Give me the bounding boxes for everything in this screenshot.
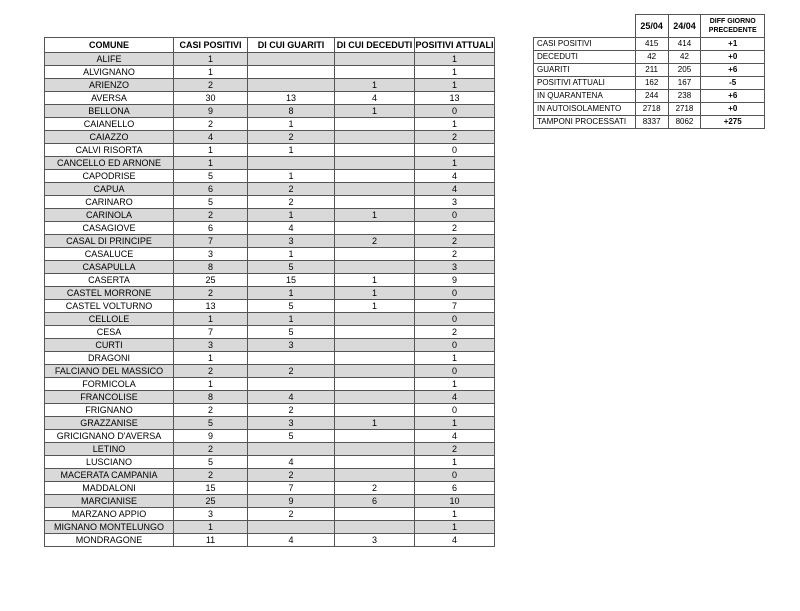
table-row — [45, 261, 495, 274]
cell-casi-positivi: 5 — [174, 456, 248, 469]
cell-comune: CASAPULLA — [45, 261, 174, 274]
cell-comune: CASAL DI PRINCIPE — [45, 235, 174, 248]
cell-guariti: 3 — [248, 339, 335, 352]
table-row — [45, 79, 495, 92]
cell-casi-positivi: 1 — [174, 157, 248, 170]
cell-casi-positivi: 2 — [174, 404, 248, 417]
cell-positivi-attuali: 2 — [415, 222, 495, 235]
cell-deceduti — [335, 391, 415, 404]
cell-guariti: 3 — [248, 235, 335, 248]
cell-casi-positivi: 1 — [174, 53, 248, 66]
summary-today: 244 — [635, 90, 668, 103]
table-row — [45, 482, 495, 495]
cell-casi-positivi: 2 — [174, 365, 248, 378]
cell-guariti: 4 — [248, 534, 335, 547]
summary-yesterday: 414 — [668, 38, 701, 51]
cell-comune: CAPUA — [45, 183, 174, 196]
cell-casi-positivi: 2 — [174, 79, 248, 92]
summary-table — [533, 14, 765, 129]
table-row — [45, 53, 495, 66]
cell-deceduti — [335, 469, 415, 482]
cell-positivi-attuali: 4 — [415, 183, 495, 196]
summary-row — [534, 51, 765, 64]
cell-deceduti — [335, 352, 415, 365]
cell-comune: GRAZZANISE — [45, 417, 174, 430]
cell-deceduti — [335, 365, 415, 378]
cell-guariti — [248, 66, 335, 79]
summary-label: GUARITI — [534, 64, 636, 77]
summary-label: DECEDUTI — [534, 51, 636, 64]
cell-positivi-attuali: 4 — [415, 391, 495, 404]
table-row — [45, 352, 495, 365]
cell-positivi-attuali: 13 — [415, 92, 495, 105]
summary-diff: +0 — [701, 51, 765, 64]
cell-comune: ARIENZO — [45, 79, 174, 92]
cell-comune: MADDALONI — [45, 482, 174, 495]
cell-comune: CASTEL VOLTURNO — [45, 300, 174, 313]
cell-deceduti — [335, 508, 415, 521]
table-row — [45, 235, 495, 248]
cell-deceduti — [335, 222, 415, 235]
cell-casi-positivi: 11 — [174, 534, 248, 547]
cell-positivi-attuali: 1 — [415, 378, 495, 391]
table-row — [45, 66, 495, 79]
cell-positivi-attuali: 9 — [415, 274, 495, 287]
table-row — [45, 430, 495, 443]
cell-deceduti: 1 — [335, 417, 415, 430]
cell-casi-positivi: 8 — [174, 391, 248, 404]
table-row — [45, 313, 495, 326]
cell-deceduti — [335, 66, 415, 79]
table-row — [45, 339, 495, 352]
cell-casi-positivi: 25 — [174, 495, 248, 508]
cell-casi-positivi: 8 — [174, 261, 248, 274]
cell-comune: CAIAZZO — [45, 131, 174, 144]
cell-guariti: 4 — [248, 391, 335, 404]
cell-positivi-attuali: 1 — [415, 352, 495, 365]
cell-deceduti — [335, 326, 415, 339]
cell-deceduti: 1 — [335, 274, 415, 287]
cell-guariti: 2 — [248, 508, 335, 521]
cell-positivi-attuali: 0 — [415, 313, 495, 326]
cell-deceduti — [335, 131, 415, 144]
summary-diff: +275 — [701, 116, 765, 129]
cell-deceduti — [335, 443, 415, 456]
cell-guariti: 2 — [248, 183, 335, 196]
cell-positivi-attuali: 0 — [415, 365, 495, 378]
table-row — [45, 495, 495, 508]
cell-positivi-attuali: 4 — [415, 430, 495, 443]
cell-casi-positivi: 3 — [174, 339, 248, 352]
cell-casi-positivi: 4 — [174, 131, 248, 144]
cell-guariti — [248, 352, 335, 365]
cell-comune: LETINO — [45, 443, 174, 456]
cell-comune: MARZANO APPIO — [45, 508, 174, 521]
cell-deceduti: 6 — [335, 495, 415, 508]
cell-comune: LUSCIANO — [45, 456, 174, 469]
cell-comune: CELLOLE — [45, 313, 174, 326]
cell-positivi-attuali: 1 — [415, 66, 495, 79]
summary-yesterday: 2718 — [668, 103, 701, 116]
table-row — [45, 105, 495, 118]
cell-deceduti: 1 — [335, 105, 415, 118]
table-row — [45, 183, 495, 196]
summary-yesterday: 167 — [668, 77, 701, 90]
cell-comune: CURTI — [45, 339, 174, 352]
summary-row — [534, 77, 765, 90]
cell-comune: DRAGONI — [45, 352, 174, 365]
table-row — [45, 391, 495, 404]
cell-deceduti — [335, 183, 415, 196]
cell-positivi-attuali: 4 — [415, 534, 495, 547]
cell-casi-positivi: 1 — [174, 144, 248, 157]
summary-today: 415 — [635, 38, 668, 51]
table-row — [45, 417, 495, 430]
summary-yesterday: 238 — [668, 90, 701, 103]
cell-deceduti: 3 — [335, 534, 415, 547]
cell-casi-positivi: 7 — [174, 326, 248, 339]
cell-deceduti — [335, 378, 415, 391]
cell-guariti — [248, 79, 335, 92]
cell-guariti: 5 — [248, 261, 335, 274]
comuni-table-body — [45, 53, 495, 547]
cell-comune: CAPODRISE — [45, 170, 174, 183]
summary-label: TAMPONI PROCESSATI — [534, 116, 636, 129]
cell-deceduti — [335, 248, 415, 261]
table-row — [45, 131, 495, 144]
cell-guariti: 5 — [248, 300, 335, 313]
cell-guariti: 7 — [248, 482, 335, 495]
cell-casi-positivi: 7 — [174, 235, 248, 248]
summary-row — [534, 103, 765, 116]
cell-positivi-attuali: 6 — [415, 482, 495, 495]
cell-positivi-attuali: 0 — [415, 209, 495, 222]
cell-comune: ALVIGNANO — [45, 66, 174, 79]
table-row — [45, 404, 495, 417]
table-row — [45, 300, 495, 313]
summary-row — [534, 38, 765, 51]
cell-casi-positivi: 2 — [174, 287, 248, 300]
cell-positivi-attuali: 1 — [415, 456, 495, 469]
cell-comune: CASTEL MORRONE — [45, 287, 174, 300]
cell-comune: CANCELLO ED ARNONE — [45, 157, 174, 170]
cell-guariti: 1 — [248, 144, 335, 157]
cell-casi-positivi: 25 — [174, 274, 248, 287]
header-di-cui-deceduti: DI CUI DECEDUTI — [335, 38, 415, 53]
summary-table-body — [534, 38, 765, 129]
cell-casi-positivi: 2 — [174, 118, 248, 131]
cell-comune: CAIANELLO — [45, 118, 174, 131]
cell-deceduti: 4 — [335, 92, 415, 105]
table-row — [45, 534, 495, 547]
summary-header-blank — [534, 15, 636, 38]
cell-casi-positivi: 2 — [174, 209, 248, 222]
table-row — [45, 443, 495, 456]
summary-yesterday: 8062 — [668, 116, 701, 129]
cell-guariti — [248, 521, 335, 534]
cell-positivi-attuali: 10 — [415, 495, 495, 508]
cell-comune: CASALUCE — [45, 248, 174, 261]
summary-label: IN QUARANTENA — [534, 90, 636, 103]
table-row — [45, 209, 495, 222]
cell-casi-positivi: 1 — [174, 66, 248, 79]
cell-casi-positivi: 15 — [174, 482, 248, 495]
cell-positivi-attuali: 3 — [415, 196, 495, 209]
summary-label: IN AUTOISOLAMENTO — [534, 103, 636, 116]
cell-comune: CESA — [45, 326, 174, 339]
cell-casi-positivi: 5 — [174, 196, 248, 209]
cell-comune: FRIGNANO — [45, 404, 174, 417]
table-row — [45, 508, 495, 521]
cell-comune: AVERSA — [45, 92, 174, 105]
table-row — [45, 456, 495, 469]
table-row — [45, 469, 495, 482]
cell-positivi-attuali: 1 — [415, 79, 495, 92]
summary-row — [534, 64, 765, 77]
cell-guariti — [248, 378, 335, 391]
table-row — [45, 365, 495, 378]
cell-comune: MIGNANO MONTELUNGO — [45, 521, 174, 534]
cell-deceduti: 2 — [335, 482, 415, 495]
cell-casi-positivi: 9 — [174, 430, 248, 443]
summary-diff: +6 — [701, 90, 765, 103]
cell-guariti: 2 — [248, 365, 335, 378]
table-row — [45, 378, 495, 391]
cell-deceduti: 1 — [335, 287, 415, 300]
summary-today: 162 — [635, 77, 668, 90]
table-row — [45, 92, 495, 105]
cell-guariti: 9 — [248, 495, 335, 508]
summary-header-yesterday: 24/04 — [668, 15, 701, 38]
header-positivi-attuali: POSITIVI ATTUALI — [415, 38, 495, 53]
cell-positivi-attuali: 0 — [415, 144, 495, 157]
cell-positivi-attuali: 2 — [415, 326, 495, 339]
cell-casi-positivi: 5 — [174, 170, 248, 183]
cell-guariti — [248, 53, 335, 66]
table-row — [45, 196, 495, 209]
cell-guariti — [248, 443, 335, 456]
cell-deceduti — [335, 170, 415, 183]
cell-deceduti — [335, 53, 415, 66]
cell-guariti: 1 — [248, 313, 335, 326]
summary-yesterday: 42 — [668, 51, 701, 64]
cell-casi-positivi: 3 — [174, 248, 248, 261]
summary-row — [534, 90, 765, 103]
summary-yesterday: 205 — [668, 64, 701, 77]
cell-positivi-attuali: 2 — [415, 248, 495, 261]
cell-casi-positivi: 6 — [174, 222, 248, 235]
cell-deceduti: 1 — [335, 300, 415, 313]
cell-comune: MACERATA CAMPANIA — [45, 469, 174, 482]
cell-guariti: 3 — [248, 417, 335, 430]
cell-positivi-attuali: 2 — [415, 443, 495, 456]
cell-guariti: 1 — [248, 287, 335, 300]
cell-deceduti: 1 — [335, 79, 415, 92]
cell-guariti: 5 — [248, 430, 335, 443]
cell-casi-positivi: 5 — [174, 417, 248, 430]
header-casi-positivi: CASI POSITIVI — [174, 38, 248, 53]
cell-deceduti — [335, 430, 415, 443]
cell-casi-positivi: 1 — [174, 521, 248, 534]
cell-positivi-attuali: 1 — [415, 53, 495, 66]
cell-guariti: 1 — [248, 248, 335, 261]
cell-deceduti — [335, 404, 415, 417]
cell-casi-positivi: 13 — [174, 300, 248, 313]
cell-guariti: 4 — [248, 222, 335, 235]
cell-positivi-attuali: 0 — [415, 469, 495, 482]
summary-header-diff: DIFF GIORNO PRECEDENTE — [701, 15, 765, 38]
cell-positivi-attuali: 0 — [415, 339, 495, 352]
cell-positivi-attuali: 2 — [415, 235, 495, 248]
cell-casi-positivi: 1 — [174, 378, 248, 391]
cell-casi-positivi: 2 — [174, 443, 248, 456]
cell-positivi-attuali: 1 — [415, 157, 495, 170]
cell-casi-positivi: 1 — [174, 352, 248, 365]
cell-casi-positivi: 3 — [174, 508, 248, 521]
cell-deceduti — [335, 313, 415, 326]
summary-header-today: 25/04 — [635, 15, 668, 38]
summary-today: 8337 — [635, 116, 668, 129]
table-row — [45, 118, 495, 131]
cell-deceduti — [335, 118, 415, 131]
cell-casi-positivi: 2 — [174, 469, 248, 482]
cell-casi-positivi: 9 — [174, 105, 248, 118]
table-row — [45, 144, 495, 157]
cell-comune: CASERTA — [45, 274, 174, 287]
cell-deceduti — [335, 144, 415, 157]
cell-comune: CARINOLA — [45, 209, 174, 222]
cell-comune: BELLONA — [45, 105, 174, 118]
cell-comune: FALCIANO DEL MASSICO — [45, 365, 174, 378]
table-row — [45, 222, 495, 235]
cell-positivi-attuali: 0 — [415, 105, 495, 118]
cell-guariti: 8 — [248, 105, 335, 118]
cell-deceduti — [335, 157, 415, 170]
cell-guariti: 2 — [248, 131, 335, 144]
cell-guariti — [248, 157, 335, 170]
table-row — [45, 248, 495, 261]
cell-guariti: 13 — [248, 92, 335, 105]
cell-positivi-attuali: 2 — [415, 131, 495, 144]
table-row — [45, 157, 495, 170]
cell-comune: GRICIGNANO D'AVERSA — [45, 430, 174, 443]
cell-deceduti — [335, 261, 415, 274]
cell-guariti: 1 — [248, 209, 335, 222]
header-comune: COMUNE — [45, 38, 174, 53]
cell-comune: CARINARO — [45, 196, 174, 209]
table-row — [45, 274, 495, 287]
cell-positivi-attuali: 1 — [415, 508, 495, 521]
cell-guariti: 15 — [248, 274, 335, 287]
table-row — [45, 521, 495, 534]
summary-diff: +1 — [701, 38, 765, 51]
table-row — [45, 170, 495, 183]
summary-today: 42 — [635, 51, 668, 64]
comuni-table — [44, 37, 495, 547]
table-row — [45, 326, 495, 339]
cell-deceduti — [335, 456, 415, 469]
cell-casi-positivi: 1 — [174, 313, 248, 326]
table-row — [45, 287, 495, 300]
cell-deceduti — [335, 521, 415, 534]
cell-guariti: 1 — [248, 170, 335, 183]
cell-positivi-attuali: 1 — [415, 417, 495, 430]
summary-label: POSITIVI ATTUALI — [534, 77, 636, 90]
summary-diff: -5 — [701, 77, 765, 90]
cell-deceduti — [335, 339, 415, 352]
cell-comune: FORMICOLA — [45, 378, 174, 391]
cell-guariti: 1 — [248, 118, 335, 131]
cell-guariti: 4 — [248, 456, 335, 469]
summary-table-header — [534, 15, 765, 38]
summary-diff: +6 — [701, 64, 765, 77]
cell-guariti: 2 — [248, 404, 335, 417]
cell-positivi-attuali: 7 — [415, 300, 495, 313]
cell-casi-positivi: 30 — [174, 92, 248, 105]
cell-comune: MARCIANISE — [45, 495, 174, 508]
cell-positivi-attuali: 4 — [415, 170, 495, 183]
cell-guariti: 5 — [248, 326, 335, 339]
cell-deceduti — [335, 196, 415, 209]
comuni-table-header — [45, 38, 495, 53]
cell-comune: CALVI RISORTA — [45, 144, 174, 157]
header-di-cui-guariti: DI CUI GUARITI — [248, 38, 335, 53]
summary-diff: +0 — [701, 103, 765, 116]
cell-positivi-attuali: 3 — [415, 261, 495, 274]
cell-positivi-attuali: 1 — [415, 521, 495, 534]
cell-guariti: 2 — [248, 469, 335, 482]
cell-positivi-attuali: 0 — [415, 287, 495, 300]
cell-casi-positivi: 6 — [174, 183, 248, 196]
summary-today: 211 — [635, 64, 668, 77]
cell-comune: ALIFE — [45, 53, 174, 66]
summary-today: 2718 — [635, 103, 668, 116]
cell-positivi-attuali: 1 — [415, 118, 495, 131]
cell-deceduti: 2 — [335, 235, 415, 248]
cell-positivi-attuali: 0 — [415, 404, 495, 417]
summary-row — [534, 116, 765, 129]
cell-guariti: 2 — [248, 196, 335, 209]
cell-deceduti: 1 — [335, 209, 415, 222]
summary-label: CASI POSITIVI — [534, 38, 636, 51]
cell-comune: MONDRAGONE — [45, 534, 174, 547]
cell-comune: FRANCOLISE — [45, 391, 174, 404]
cell-comune: CASAGIOVE — [45, 222, 174, 235]
